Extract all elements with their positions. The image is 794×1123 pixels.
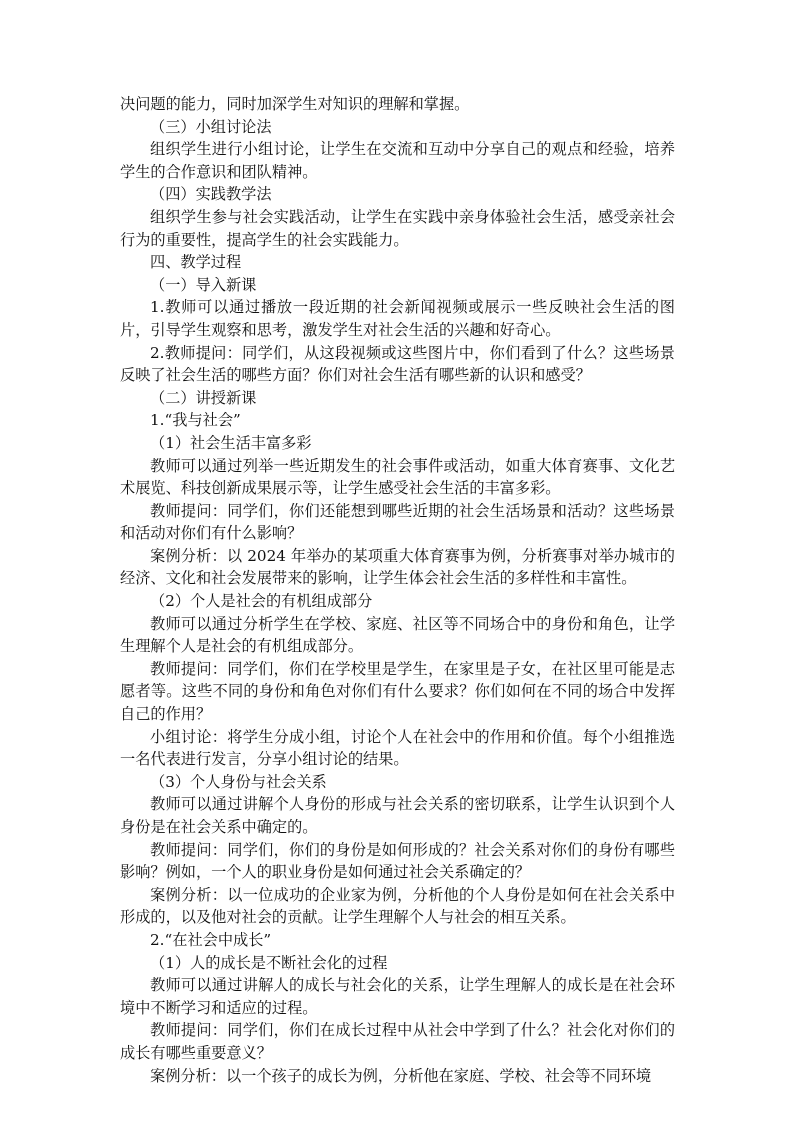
- section-heading: （二）讲授新课: [150, 388, 257, 407]
- paragraph: 案例分析：以一个孩子的成长为例，分析他在家庭、学校、社会等不同环境: [150, 1066, 652, 1085]
- section-heading: （1）人的成长是不断社会化的过程: [150, 953, 388, 972]
- section-heading: （1）社会生活丰富多彩: [150, 433, 312, 452]
- section-heading: （一）导入新课: [150, 275, 257, 294]
- paragraph: 2.教师提问：同学们，从这段视频或这些图片中，你们看到了什么？这些场景反映了社会生活的哪些方面？你们对社会生活有哪些新的认识和感受？: [120, 343, 675, 385]
- paragraph: 决问题的能力，同时加深学生对知识的理解和掌握。: [120, 95, 470, 113]
- section-heading: 2.“在社会中成长”: [150, 930, 272, 949]
- paragraph: 1.教师可以通过播放一段近期的社会新闻视频或展示一些反映社会生活的图片，引导学生观察和思考，激发学生对社会生活的兴趣和好奇心。: [120, 298, 675, 339]
- paragraph: 教师提问：同学们，你们在学校里是学生，在家里是子女，在社区里可能是志愿者等。这些不同的身份和角色对你们有什么要求？你们如何在不同的场合中发挥自己的作用？: [120, 659, 675, 724]
- paragraph: 教师提问：同学们，你们在成长过程中从社会中学到了什么？社会化对你们的成长有哪些重要意义？: [120, 1021, 675, 1062]
- paragraph: 教师可以通过讲解个人身份的形成与社会关系的密切联系，让学生认识到个人身份是在社会关系中确定的。: [120, 795, 675, 836]
- paragraph: 教师可以通过列举一些近期发生的社会事件或活动，如重大体育赛事、文化艺术展览、科技创新成果展示等，让学生感受社会生活的丰富多彩。: [120, 456, 675, 498]
- section-heading: （3）个人身份与社会关系: [150, 772, 327, 791]
- section-heading: （三）小组讨论法: [150, 117, 272, 136]
- paragraph: 小组讨论：将学生分成小组，讨论个人在社会中的作用和价值。每个小组推选一名代表进行发言，分享小组讨论的结果。: [120, 727, 675, 769]
- paragraph: 教师可以通过分析学生在学校、家庭、社区等不同场合中的身份和角色，让学生理解个人是社会的有机组成部分。: [120, 614, 675, 656]
- document-body: [120, 93, 675, 1087]
- section-heading: 1.“我与社会”: [150, 411, 241, 430]
- paragraph: 案例分析：以一位成功的企业家为例，分析他的个人身份是如何在社会关系中形成的，以及他对社会的贡献。让学生理解个人与社会的相互关系。: [120, 885, 675, 927]
- section-heading: （四）实践教学法: [150, 185, 272, 204]
- section-heading: （2）个人是社会的有机组成部分: [150, 592, 373, 611]
- paragraph: 组织学生进行小组讨论，让学生在交流和互动中分享自己的观点和经验，培养学生的合作意识和团队精神。: [120, 140, 675, 181]
- paragraph: 组织学生参与社会实践活动，让学生在实践中亲身体验社会生活，感受亲社会行为的重要性，提高学生的社会实践能力。: [120, 207, 675, 249]
- section-heading: 四、教学过程: [150, 253, 242, 272]
- paragraph: 教师提问：同学们，你们还能想到哪些近期的社会生活场景和活动？这些场景和活动对你们有什么影响？: [120, 501, 675, 543]
- paragraph: 教师提问：同学们，你们的身份是如何形成的？社会关系对你们的身份有哪些影响？例如，一个人的职业身份是如何通过社会关系确定的？: [120, 840, 675, 882]
- paragraph: 教师可以通过讲解人的成长与社会化的关系，让学生理解人的成长是在社会环境中不断学习和适应的过程。: [120, 976, 675, 1017]
- paragraph: 案例分析：以 2024 年举办的某项重大体育赛事为例，分析赛事对举办城市的经济、文化和社会发展带来的影响，让学生体会社会生活的多样性和丰富性。: [120, 546, 675, 588]
